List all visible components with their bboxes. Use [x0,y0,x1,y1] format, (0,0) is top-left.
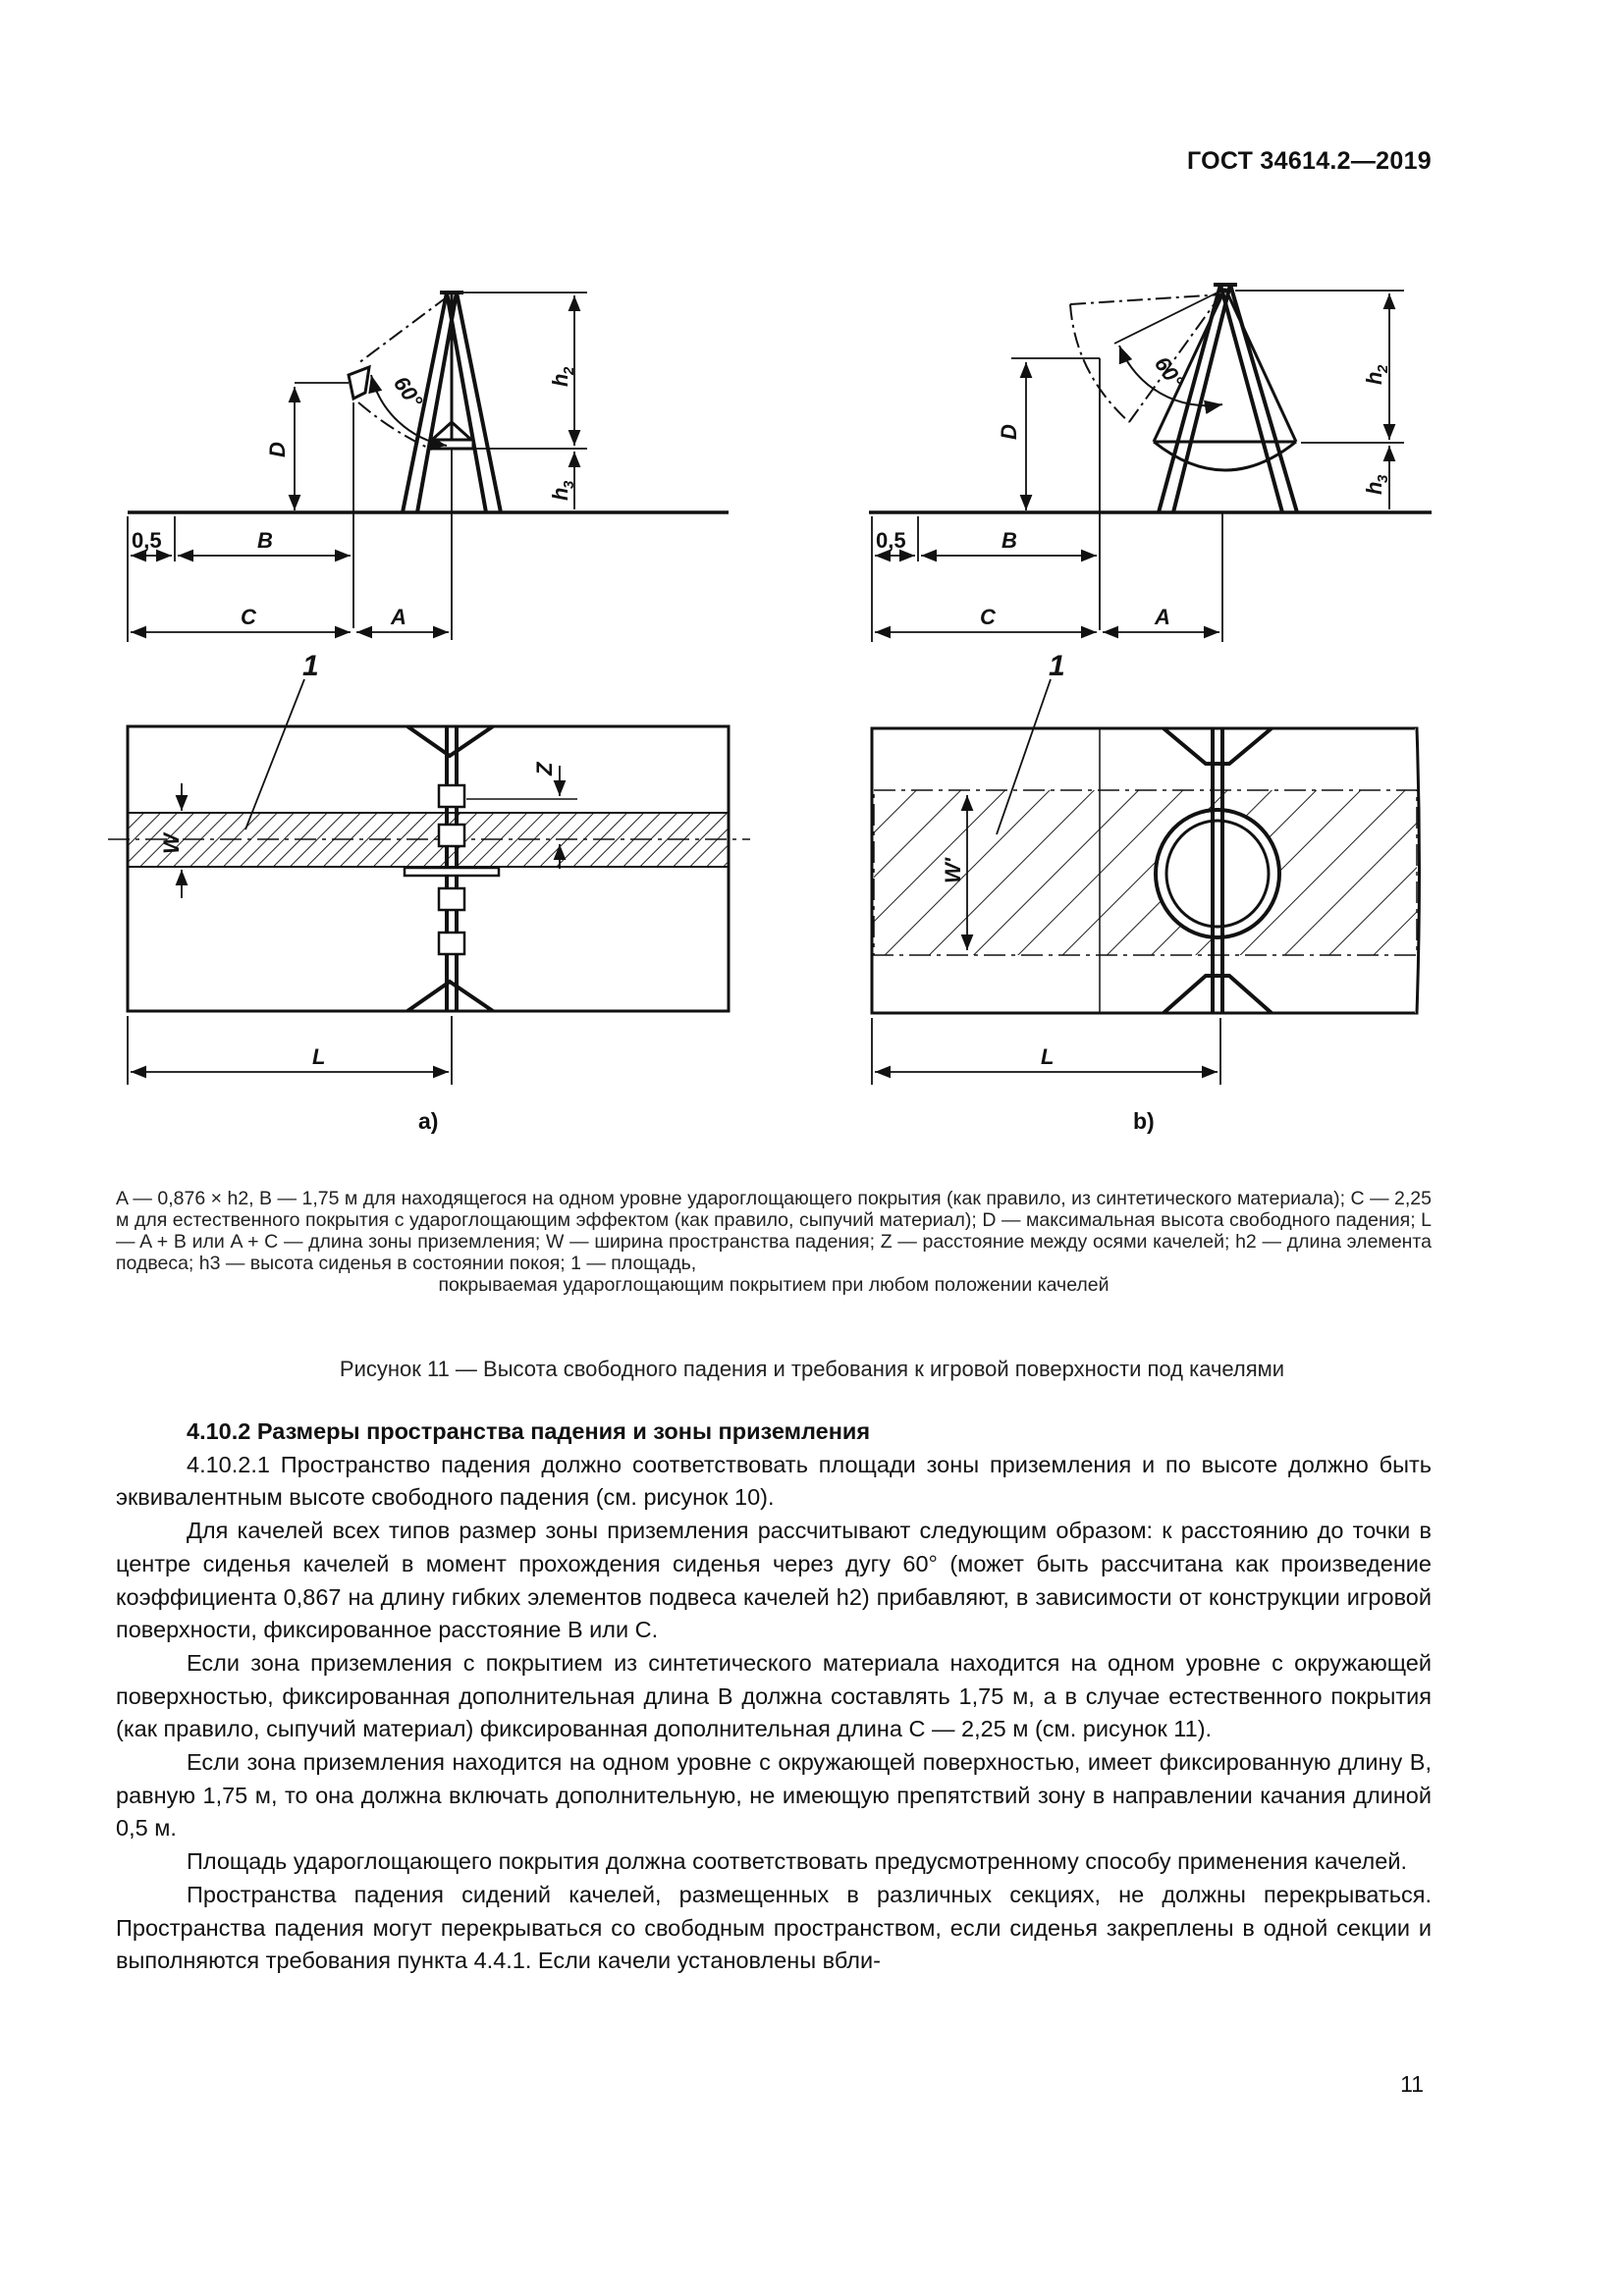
legend-text: A — 0,876 × h2, B — 1,75 м для находящегося на одном уровне удароглощающего покрытия (как правило, из синтетического материала); C — 2,25 м для естественного покрытия с удароглощающим эффектом (как правило, сыпучий материал); D — максимальная высота свободного падения; L — A + B или A + C — длина зоны приземления; W — ширина пространства падения; Z — расстояние между осями качелей; h2 — длина элемента подвеса; h3 — высота сиденья в состоянии покоя; 1 — площадь, [116,1188,1432,1274]
panel-a-area-1-label: 1 [302,650,319,682]
paragraph: 4.10.2.1 Пространство падения должно соответствовать площади зоны приземления и по высоте должно быть эквивалентным высоте свободного падения (см. рисунок 10). [116,1451,1432,1511]
paragraph: Для качелей всех типов размер зоны приземления рассчитывают следующим образом: к расстоянию до точки в центре сиденья качелей в момент прохождения сиденья через дугу 60° (может быть рассчитана как произведение коэффициента 0,867 на длину гибких элементов подвеса качелей h2) прибавляют, в зависимости от конструкции игровой поверхности, фиксированное расстояние B или C. [116,1518,1432,1643]
panel-b-w-label: W' [941,858,965,883]
panel-b-b-label: B [1001,528,1017,553]
panel-b-l-label: L [1041,1044,1055,1069]
panel-b-h2-label: h [1362,371,1386,385]
panel-a-caption: a) [418,1108,439,1134]
panel-a-h3-label: h [548,487,572,501]
panel-a-h2-subscript: 2 [561,366,577,375]
panel-b-h3-label: h [1362,481,1386,495]
panel-b-a-label: A [1155,605,1170,629]
figure-drawing [108,265,1473,1148]
panel-a-offset-label: 0,5 [132,528,162,553]
panel-b-c-label: C [980,605,996,629]
section-heading: 4.10.2 Размеры пространства падения и зоны приземления [187,1418,871,1444]
panel-a-side-view [128,293,729,642]
panel-a-a-label: A [391,605,406,629]
paragraph: Площадь удароглощающего покрытия должна соответствовать предусмотренному способу применения качелей. [187,1848,1407,1875]
paragraph: Пространства падения сидений качелей, размещенных в различных секциях, не должны перекрываться. Пространства падения могут перекрываться со свободным пространством, если сиденья закреплены в одной секции и выполняются требования пункта 4.4.1. Если качели установлены вбли- [116,1881,1432,1974]
panel-b-side-view [869,285,1432,642]
panel-b-h3-subscript: 3 [1375,474,1391,483]
panel-a-angle-label: 60° [388,371,428,413]
panel-a-top-view [108,679,750,1085]
panel-b-area-1-label: 1 [1049,650,1065,682]
panel-a-h2-label: h [548,373,572,387]
standard-code-header: ГОСТ 34614.2—2019 [1186,147,1432,175]
panel-b-angle-label: 60° [1149,351,1189,394]
panel-a-h3-subscript: 3 [561,480,577,489]
panel-b-caption: b) [1133,1108,1155,1134]
panel-a-w-label: W [159,833,184,854]
panel-a-z-label: Z [532,762,557,775]
figure-caption: Рисунок 11 — Высота свободного падения и требования к игровой поверхности под качелями [339,1357,1285,1381]
panel-a-l-label: L [312,1044,326,1069]
page-number: 11 [1400,2071,1424,2097]
panel-b-d-label: D [997,424,1021,440]
paragraph: Если зона приземления с покрытием из синтетического материала находится на одном уровне с окружающей поверхностью, фиксированная дополнительная длина B должна составлять 1,75 м, а в случае естественного покрытия (как правило, сыпучий материал) фиксированная дополнительная длина C — 2,25 м (см. рисунок 11). [116,1649,1432,1742]
panel-b-offset-label: 0,5 [876,528,906,553]
panel-a-c-label: C [241,605,256,629]
legend-text-end: покрываемая удароглощающим покрытием при любом положении качелей [438,1274,1110,1296]
section-4-10-2 [116,1415,1432,1978]
panel-a-d-label: D [265,442,290,457]
panel-b-h2-subscript: 2 [1375,364,1391,373]
paragraph: Если зона приземления находится на одном уровне с окружающей поверхностью, имеет фиксированную длину B, равную 1,75 м, то она должна включать дополнительную, не имеющую препятствий зону в направлении качания длиной 0,5 м. [116,1749,1432,1842]
figure-legend [116,1188,1432,1296]
figure-11 [108,265,1473,1148]
panel-a-b-label: B [257,528,273,553]
